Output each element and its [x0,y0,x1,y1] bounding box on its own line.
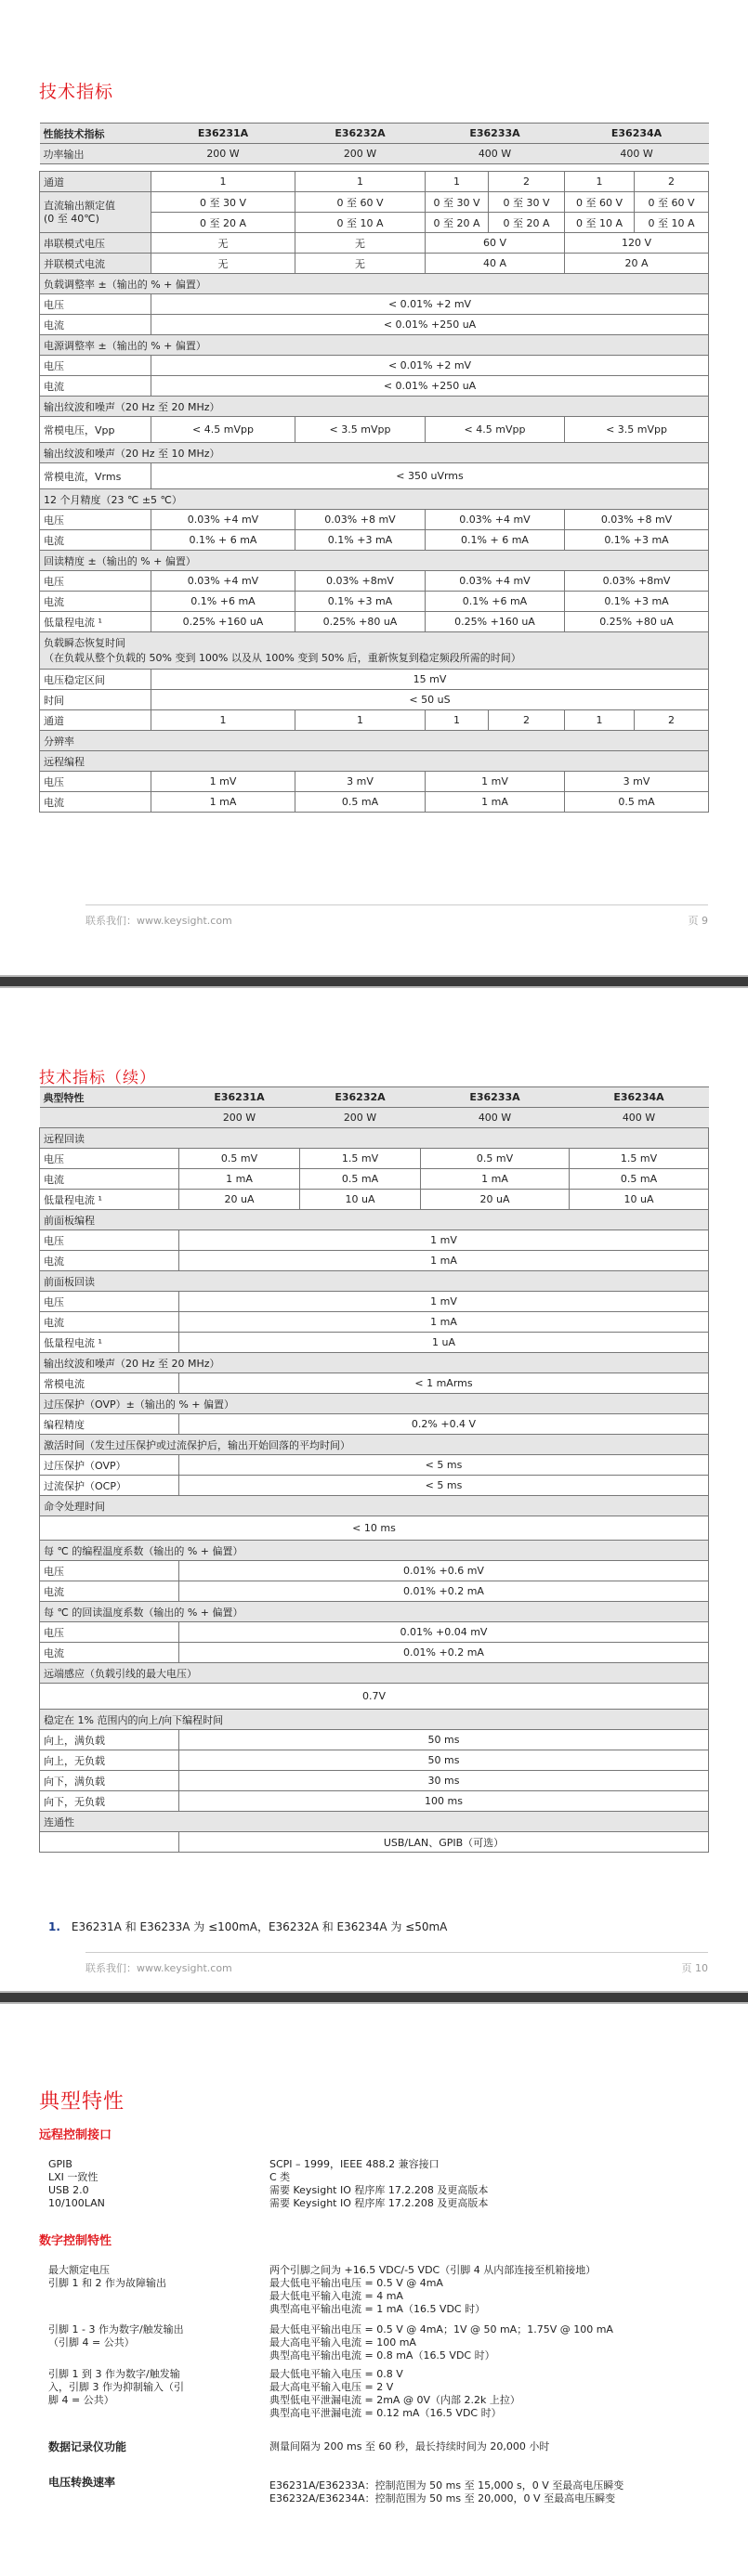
datalogger-value: 测量间隔为 200 ms 至 60 秒，最长持续时间为 20,000 小时 [269,2440,550,2452]
section-remote-programming: 远程编程 [40,751,709,772]
section-readback: 回读精度 ±（输出的 % + 偏置） [40,551,709,571]
footer-contact: 联系我们：www.keysight.com [85,915,232,927]
section-tempco-readback: 每 ℃ 的回读温度系数（输出的 % + 偏置） [40,1602,709,1622]
series-row: 串联模式电压 无 无 60 V 120 V [40,233,709,254]
digital-keys-1: 最大额定电压 引脚 1 和 2 作为故障输出 [48,2264,166,2289]
parallel-row: 并联模式电流 无 无 40 A 20 A [40,254,709,274]
section-tempco-programming: 每 ℃ 的编程温度系数（输出的 % + 偏置） [40,1541,709,1561]
section-accuracy: 12 个月精度（23 ℃ ±5 ℃） [40,489,709,510]
spec-table: 性能技术指标 E36231A E36232A E36233A E36234A 功率输出 200 W 200 W 400 W 400 W 通道 1 1 1 2 1 2 直流输出额定值 (0 至 40℃) 0 至 30 V 0 至 60 V 0 至 30 V 0 至 30 V 0 至 60 V 0 至 60 V 0 至 20 A 0 至 10 A 0 至 20 A 0 至 20 A 0 至 10 A 0 至 10 A 串联模式电压 无 无 60 V 120 V 并联模式电流 无 无 40 A 20 A 负载调整率 ±（输出的 % + 偏置） 电压 < 0.01% +2 mV 电流 < 0.01% +250 uA 电源调整率 ±（输出的 % + 偏置） 电压 < 0.01% +2 mV 电流 < 0.01% +250 uA 输出纹波和噪声（20 Hz 至 20 MHz） 常模电压，Vpp < 4.5 mVpp < 3.5 mVpp < 4.5 mVpp < 3.5 mVpp 输出纹波和噪声（20 Hz 至 10 MHz） 常模电流，Vrms < 350 uVrms 12 个月精度（23 ℃ ±5 ℃） 电压 0.03% +4 mV 0.03% +8 mV 0.03% +4 mV 0.03% +8 mV 电流 0.1% + 6 mA 0.1% +3 mA 0.1% + 6 mA 0.1% +3 mA 回读精度 ±（输出的 % + 偏置） 电压 0.03% +4 mV 0.03% +8mV 0.03% +4 mV 0.03% +8mV 电流 0.1% +6 mA 0.1% +3 mA 0.1% +6 mA 0.1% +3 mA 低量程电流 ¹ 0.25% +160 uA 0.25% +80 uA 0.25% +160 uA 0.25% +80 uA 负载瞬态恢复时间 （在负载从整个负载的 50% 变到 100% 以及从 100% 变到 50% 后，重新恢复到稳定频段所需的时间） 电压稳定区间 15 mV 时间 < 50 uS 通道 1 1 1 2 1 2 分辨率 远程编程 电压 1 mV 3 mV 1 mV 3 mV 电流 1 mA 0.5 mA 1 mA 0.5 mA [39,123,709,813]
remote-interface-values: SCPI – 1999，IEEE 488.2 兼容接口 C 类 需要 Keysight IO 程序库 17.2.208 及更高版本 需要 Keysight IO 程序库 17.2.208 及更高版本 [269,2158,489,2209]
section-remote-readback: 远程回读 [40,1128,709,1149]
page-title: 典型特性 [39,2090,125,2114]
section-front-panel-programming: 前面板编程 [40,1210,709,1230]
section-transient: 负载瞬态恢复时间 （在负载从整个负载的 50% 变到 100% 以及从 100% 变到 50% 后，重新恢复到稳定频段所需的时间） [40,632,709,670]
typical-characteristics-page [0,2004,748,2576]
section-connectivity: 连通性 [40,1812,709,1832]
digital-values-1: 两个引脚之间为 +16.5 VDC/-5 VDC（引脚 4 从内部连接至机箱接地） 最大低电平输出电压 = 0.5 V @ 4mA 最大低电平输入电流 = 4 mA 典型高电平输出电流 = 1 mA（16.5 VDC 时） [269,2264,597,2315]
digital-keys-2: 引脚 1 - 3 作为数字/触发输出 （引脚 4 = 公共） [48,2323,184,2348]
page-title: 技术指标 [39,82,114,102]
header-row: 性能技术指标 E36231A E36232A E36233A E36234A [40,124,709,144]
datalogger-label: 数据记录仪功能 [48,2440,127,2453]
power-row: 功率输出 200 W 200 W 400 W 400 W [40,144,709,164]
spec-page-1 [0,0,748,975]
digital-control-heading: 数字控制特性 [39,2234,112,2248]
spec-page-2 [0,988,748,1991]
section-resolution: 分辨率 [40,731,709,751]
channel-row: 通道 1 1 1 2 1 2 [40,172,709,192]
page-separator [0,975,748,988]
footer-contact: 联系我们：www.keysight.com [85,1962,232,1974]
section-activation-time: 激活时间（发生过压保护或过流保护后，输出开始回落的平均时间） [40,1435,709,1455]
section-noise: 输出纹波和噪声（20 Hz 至 20 MHz） [40,1353,709,1373]
dc-current-row: 0 至 20 A 0 至 10 A 0 至 20 A 0 至 20 A 0 至 10 A 0 至 10 A [40,213,709,233]
page-separator [0,1991,748,2004]
page-footer [85,1952,708,1975]
slew-rate-label: 电压转换速率 [48,2476,116,2489]
page-footer [85,904,708,928]
remote-interface-heading: 远程控制接口 [39,2128,112,2142]
section-remote-sense: 远端感应（负载引线的最大电压） [40,1663,709,1684]
section-line-regulation: 电源调整率 ±（输出的 % + 偏置） [40,335,709,356]
footnote: 1. E36231A 和 E36233A 为 ≤100mA，E36232A 和 E36234A 为 ≤50mA [48,1920,448,1933]
remote-interface-keys: GPIB LXI 一致性 USB 2.0 10/100LAN [48,2158,105,2209]
page-title: 技术指标（续） [39,1069,156,1087]
digital-values-3: 最大低电平输入电压 = 0.8 V 最大高电平输入电压 = 2 V 典型低电平泄漏电流 = 2mA @ 0V（内部 2.2k 上拉） 典型高电平泄漏电流 = 0.12 mA（16.5 VDC 时） [269,2368,520,2419]
slew-rate-values: E36231A/E36233A：控制范围为 50 ms 至 15,000 s，0 V 至最高电压瞬变 E36232A/E36234A：控制范围为 50 ms 至 20,000，0 V 至最高电压瞬变 [269,2479,624,2504]
section-ripple-voltage: 输出纹波和噪声（20 Hz 至 20 MHz） [40,397,709,417]
dc-voltage-row: 直流输出额定值 (0 至 40℃) 0 至 30 V 0 至 60 V 0 至 30 V 0 至 30 V 0 至 60 V 0 至 60 V [40,192,709,213]
section-load-regulation: 负载调整率 ±（输出的 % + 偏置） [40,274,709,294]
section-ripple-current: 输出纹波和噪声（20 Hz 至 10 MHz） [40,443,709,463]
footer-page-number: 页 10 [681,1962,708,1974]
digital-values-2: 最大低电平输出电压 = 0.5 V @ 4mA；1V @ 50 mA；1.75V @ 100 mA 最大高电平输入电流 = 100 mA 典型高电平输出电流 = 0.8 mA（16.5 VDC 时） [269,2323,613,2361]
section-settling-time: 稳定在 1% 范围内的向上/向下编程时间 [40,1710,709,1730]
section-front-panel-readback: 前面板回读 [40,1271,709,1292]
spec-table-continued: 典型特性 E36231A E36232A E36233A E36234A 200 W 200 W 400 W 400 W 远程回读 电压 0.5 mV 1.5 mV 0.5 mV 1.5 mV 电流 1 mA 0.5 mA 1 mA 0.5 mA 低量程电流 ¹ 20 uA 10 uA 20 uA 10 uA 前面板编程 电压 1 mV 电流 1 mA 前面板回读 电压 1 mV 电流 1 mA 低量程电流 ¹ 1 uA 输出纹波和噪声（20 Hz 至 20 MHz） 常模电流 < 1 mArms 过压保护（OVP）±（输出的 % + 偏置） 编程精度 0.2% +0.4 V 激活时间（发生过压保护或过流保护后，输出开始回落的平均时间） 过压保护（OVP） < 5 ms 过流保护（OCP） < 5 ms 命令处理时间 < 10 ms 每 ℃ 的编程温度系数（输出的 % + 偏置） 电压 0.01% +0.6 mV 电流 0.01% +0.2 mA 每 ℃ 的回读温度系数（输出的 % + 偏置） 电压 0.01% +0.04 mV 电流 0.01% +0.2 mA 远端感应（负载引线的最大电压） 0.7V 稳定在 1% 范围内的向上/向下编程时间 向上，满负载 50 ms 向上，无负载 50 ms 向下，满负载 30 ms 向下，无负载 100 ms 连通性 USB/LAN、GPIB（可选） [39,1086,709,1853]
footer-page-number: 页 9 [688,915,708,927]
section-ovp: 过压保护（OVP）±（输出的 % + 偏置） [40,1394,709,1414]
section-command-time: 命令处理时间 [40,1496,709,1516]
digital-keys-3: 引脚 1 到 3 作为数字/触发输 入，引脚 3 作为抑制输入（引 脚 4 = 公共） [48,2368,184,2406]
